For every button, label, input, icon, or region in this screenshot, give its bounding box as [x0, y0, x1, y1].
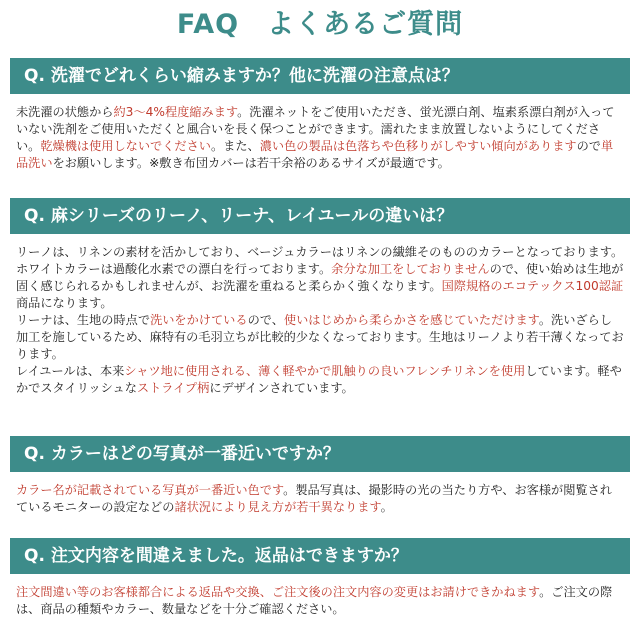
answer-highlight-text: カラー名が記載されている写真が一番近い色です	[16, 483, 284, 497]
answer-text: 。	[380, 500, 393, 514]
answer-text: 。ご注文の際は、商品の種類やカラー、数量などを十分ご確認ください。	[16, 585, 613, 616]
answer-text: 商品になります。	[16, 296, 113, 310]
answer-text: リーナは、生地の時点で	[16, 313, 151, 327]
answer-highlight-text: 諸状況により見え方が若干異なります	[174, 500, 381, 514]
answer-highlight-text: 約3〜4%程度縮みます	[113, 105, 238, 119]
answer-text: レイユールは、本来	[16, 364, 125, 378]
answer-highlight-text: ストライプ柄	[136, 381, 210, 395]
answer-text: 未洗濯の状態から	[16, 105, 114, 119]
answer-highlight-text: 使いはじめから柔らかさを感じていただけます	[283, 313, 539, 327]
answer-text: 。洗濯ネットをご使用いただき、蛍光漂白剤、塩素系漂白剤が入っていない洗剤をご使用いただくと風合いを長く保つことができます。濡れたまま放置しないようにしてください。	[16, 105, 615, 153]
answer-highlight-text: 濃い色の製品は色落ちや色移りがしやすい傾向があります	[259, 139, 577, 153]
answer-text: ので	[576, 139, 601, 153]
faq-answer-color-photo	[16, 482, 624, 522]
answer-highlight-text: 注文間違い等のお客様都合による返品や交換、ご注文後の注文内容の変更はお請けできかねます	[16, 585, 540, 599]
answer-text: 。また、	[211, 139, 260, 153]
faq-question-linen-series: Q. 麻シリーズのリーノ、リーナ、レイユールの違いは？	[10, 198, 630, 234]
answer-text: しています。軽やかでスタイリッシュな	[16, 364, 622, 395]
faq-question-shrinkage: Q. 洗濯でどれくらい縮みますか？他に洗濯の注意点は？	[10, 58, 630, 94]
faq-answer-shrinkage	[16, 104, 624, 176]
answer-text: にデザインされています。	[209, 381, 354, 395]
answer-highlight-text: 余分な加工をしておりません	[331, 262, 490, 276]
faq-question-order-return: Q. 注文内容を間違えました。返品はできますか？	[10, 538, 630, 574]
faq-answer-order-return	[16, 584, 624, 624]
answer-highlight-text: 単品洗い	[16, 139, 614, 170]
answer-highlight-text: 国際規格のエコテックス100認証	[441, 279, 624, 293]
answer-highlight-text: シャツ地に使用される、薄く軽やかで肌触りの良いフレンチリネンを使用	[124, 364, 526, 378]
faq-question-color-photo: Q. カラーはどの写真が一番近いですか？	[10, 436, 630, 472]
answer-highlight-text: 洗いをかけている	[150, 313, 248, 327]
answer-text: 。製品写真は、撮影時の光の当たり方や、お客様が閲覧されているモニターの設定などの	[16, 483, 612, 514]
answer-text: 。洗いざらし加工を施しているため、麻特有の毛羽立ちが比較的少なくなっております。生地はリーノより若干薄くなっております。	[16, 313, 624, 361]
answer-text: リーノは、リネンの素材を活かしており、ベージュカラーはリネンの繊維そのもののカラーとなっております。ホワイトカラーは過酸化水素での漂白を行っております。	[16, 245, 624, 276]
answer-highlight-text: 乾燥機は使用しないでください	[40, 139, 211, 153]
page-title: FAQ よくあるご質問	[176, 9, 464, 40]
answer-text: をお願いします。※敷き布団カバーは若干余裕のあるサイズが最適です。	[52, 156, 450, 170]
faq-answer-linen-series	[16, 244, 624, 414]
answer-text: ので、使い始めは生地が固く感じられるかもしれませんが、お洗濯を重ねると柔らかく強くなります。	[16, 262, 624, 293]
answer-text: ので、	[247, 313, 284, 327]
